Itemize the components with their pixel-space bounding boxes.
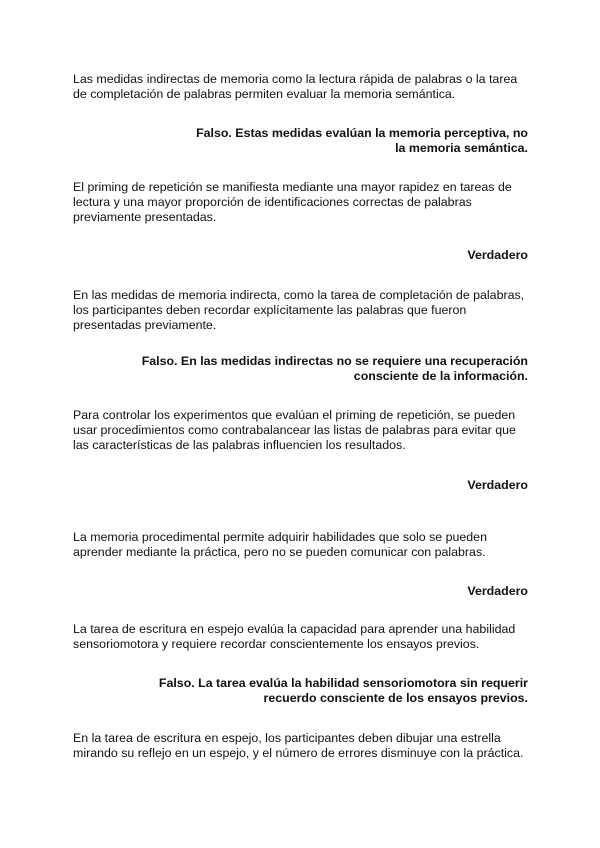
answer-text: Verdadero [467,478,528,492]
answer-text: Verdadero [467,584,528,598]
question-text: En la tarea de escritura en espejo, los participantes deben dibujar una estrella mirando su reflejo en un espejo, y el número de errores disminuye con la práctica. [73,731,524,760]
question-text: La tarea de escritura en espejo evalúa la capacidad para aprender una habilidad sensoriomotora y requiere recordar conscientemente los ensayos previos. [73,622,516,651]
answer-text: Verdadero [467,248,528,262]
question-text: Para controlar los experimentos que evalúan el priming de repetición, se pueden usar procedimientos como contrabalancear las listas de palabras para evitar que las características de las palabras influencien los resultados. [73,408,516,452]
answer-text: Falso. La tarea evalúa la habilidad sensoriomotora sin requerir recuerdo consciente de los ensayos previos. [158,676,528,705]
question-text: Las medidas indirectas de memoria como la lectura rápida de palabras o la tarea de completación de palabras permiten evaluar la memoria semántica. [73,72,518,101]
question-text: En las medidas de memoria indirecta, como la tarea de completación de palabras, los participantes deben recordar explícitamente las palabras que fueron presentadas previamente. [73,288,525,332]
answer-text: Falso. Estas medidas evalúan la memoria perceptiva, no la memoria semántica. [196,126,528,155]
question-text: El priming de repetición se manifiesta mediante una mayor rapidez en tareas de lectura y una mayor proporción de identificaciones correctas de palabras previamente presentadas. [73,180,512,224]
question-text: La memoria procedimental permite adquirir habilidades que solo se pueden aprender mediante la práctica, pero no se pueden comunicar con palabras. [73,530,487,559]
answer-text: Falso. En las medidas indirectas no se requiere una recuperación consciente de la información. [141,354,528,383]
